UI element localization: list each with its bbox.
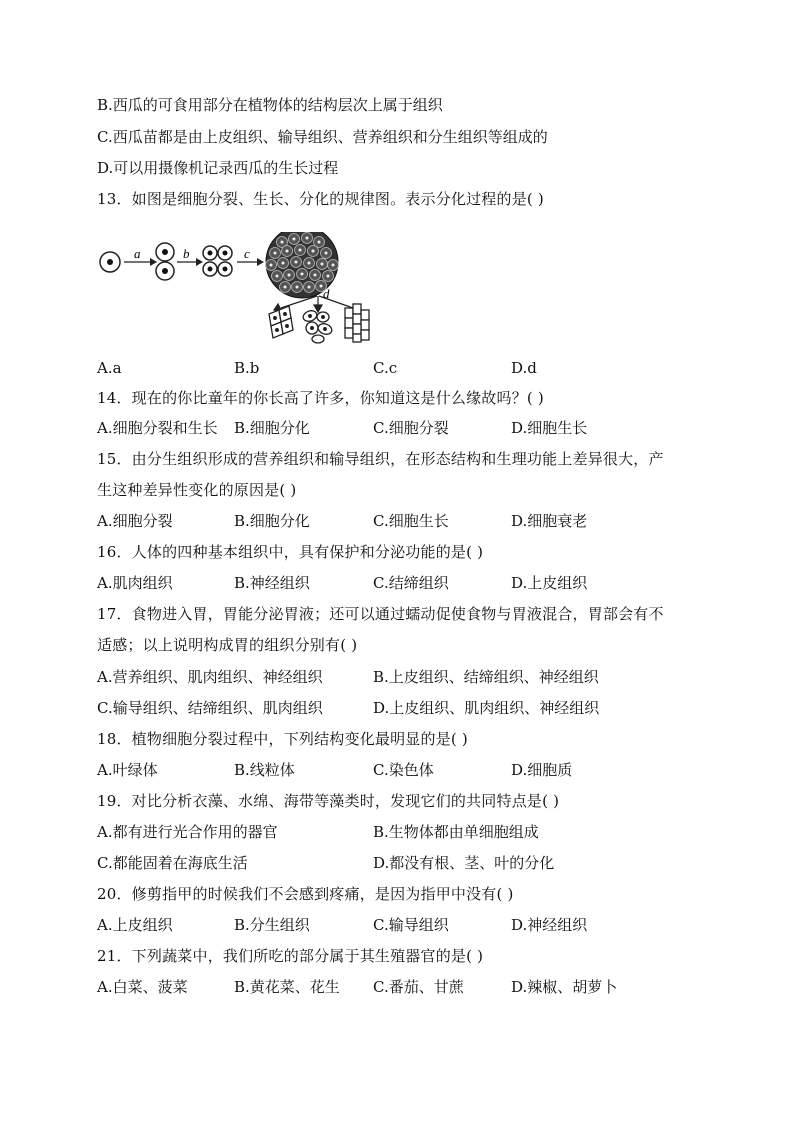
q20-stem: 20．修剪指甲的时候我们不会感到疼痛，是因为指甲中没有( ) bbox=[97, 885, 514, 903]
q20-option-a: A.上皮组织 bbox=[97, 916, 173, 934]
diagram-label-b: b bbox=[183, 246, 190, 261]
q14-stem: 14．现在的你比童年的你长高了许多，你知道这是什么缘故吗？( ) bbox=[97, 389, 544, 407]
q12-option-c: C.西瓜苗都是由上皮组织、输导组织、营养组织和分生组织等组成的 bbox=[97, 128, 548, 146]
q15-option-d: D.细胞衰老 bbox=[511, 512, 588, 530]
q20-option-d: D.神经组织 bbox=[511, 916, 588, 934]
q18-option-b: B.线粒体 bbox=[234, 761, 295, 779]
cell-division-diagram bbox=[97, 232, 387, 348]
arrow-c-icon bbox=[237, 258, 264, 266]
q21-option-b: B.黄花菜、花生 bbox=[234, 978, 340, 996]
q14-option-c: C.细胞分裂 bbox=[373, 419, 449, 437]
q18-option-d: D.细胞质 bbox=[511, 761, 573, 779]
tissue-epithelial-icon bbox=[269, 306, 293, 338]
q15-stem-line1: 15．由分生组织形成的营养组织和输导组织，在形态结构和生理功能上差异很大，产 bbox=[97, 450, 664, 468]
q14-option-a: A.细胞分裂和生长 bbox=[97, 419, 218, 437]
q14-option-b: B.细胞分化 bbox=[234, 419, 310, 437]
q21-stem: 21．下列蔬菜中，我们所吃的部分属于其生殖器官的是( ) bbox=[97, 947, 484, 965]
q17-stem-line1: 17．食物进入胃，胃能分泌胃液；还可以通过蠕动促使食物与胃液混合，胃部会有不 bbox=[97, 605, 664, 623]
q16-option-d: D.上皮组织 bbox=[511, 574, 588, 592]
q19-option-c: C.都能固着在海底生活 bbox=[97, 854, 248, 872]
q17-option-a: A.营养组织、肌肉组织、神经组织 bbox=[97, 668, 323, 686]
two-cells-icon bbox=[156, 243, 174, 280]
q19-stem: 19．对比分析衣藻、水绵、海带等藻类时，发现它们的共同特点是( ) bbox=[97, 792, 560, 810]
q19-option-a: A.都有进行光合作用的器官 bbox=[97, 823, 278, 841]
q13-option-b: B.b bbox=[234, 359, 260, 377]
q19-option-d: D.都没有根、茎、叶的分化 bbox=[373, 854, 555, 872]
four-cells-icon bbox=[203, 246, 232, 276]
q18-option-c: C.染色体 bbox=[373, 761, 434, 779]
tissue-irregular-icon bbox=[302, 309, 334, 343]
q20-option-b: B.分生组织 bbox=[234, 916, 310, 934]
q21-option-c: C.番茄、甘蔗 bbox=[373, 978, 464, 996]
single-cell-icon bbox=[100, 252, 120, 272]
q15-stem-line2: 生这种差异性变化的原因是( ) bbox=[97, 481, 297, 499]
tissue-brick-icon bbox=[345, 304, 369, 342]
q13-stem: 13．如图是细胞分裂、生长、分化的规律图。表示分化过程的是( ) bbox=[97, 190, 544, 208]
diagram-label-a: a bbox=[134, 246, 141, 261]
q17-option-d: D.上皮组织、肌肉组织、神经组织 bbox=[373, 699, 600, 717]
q16-stem: 16．人体的四种基本组织中，具有保护和分泌功能的是( ) bbox=[97, 543, 484, 561]
q16-option-c: C.结缔组织 bbox=[373, 574, 449, 592]
q14-option-d: D.细胞生长 bbox=[511, 419, 588, 437]
q12-option-d: D.可以用摄像机记录西瓜的生长过程 bbox=[97, 159, 339, 177]
q17-option-b: B.上皮组织、结缔组织、神经组织 bbox=[373, 668, 599, 686]
diagram-label-d: d bbox=[323, 286, 330, 301]
arrow-a-icon bbox=[124, 258, 157, 266]
diagram-label-c: c bbox=[244, 246, 250, 261]
q19-option-b: B.生物体都由单细胞组成 bbox=[373, 823, 539, 841]
q12-option-b: B.西瓜的可食用部分在植物体的结构层次上属于组织 bbox=[97, 96, 443, 114]
q21-option-d: D.辣椒、胡萝卜 bbox=[511, 978, 618, 996]
q18-stem: 18．植物细胞分裂过程中，下列结构变化最明显的是( ) bbox=[97, 730, 468, 748]
q17-option-c: C.输导组织、结缔组织、肌肉组织 bbox=[97, 699, 323, 717]
q13-option-c: C.c bbox=[373, 359, 398, 377]
q13-option-d: D.d bbox=[511, 359, 537, 377]
q15-option-b: B.细胞分化 bbox=[234, 512, 310, 530]
q16-option-b: B.神经组织 bbox=[234, 574, 310, 592]
q20-option-c: C.输导组织 bbox=[373, 916, 449, 934]
q17-stem-line2: 适感；以上说明构成胃的组织分别有( ) bbox=[97, 636, 358, 654]
q16-option-a: A.肌肉组织 bbox=[97, 574, 173, 592]
q18-option-a: A.叶绿体 bbox=[97, 761, 158, 779]
arrow-b-icon bbox=[177, 258, 203, 266]
q15-option-c: C.细胞生长 bbox=[373, 512, 449, 530]
q15-option-a: A.细胞分裂 bbox=[97, 512, 173, 530]
q13-option-a: A.a bbox=[97, 359, 122, 377]
q21-option-a: A.白菜、菠菜 bbox=[97, 978, 188, 996]
